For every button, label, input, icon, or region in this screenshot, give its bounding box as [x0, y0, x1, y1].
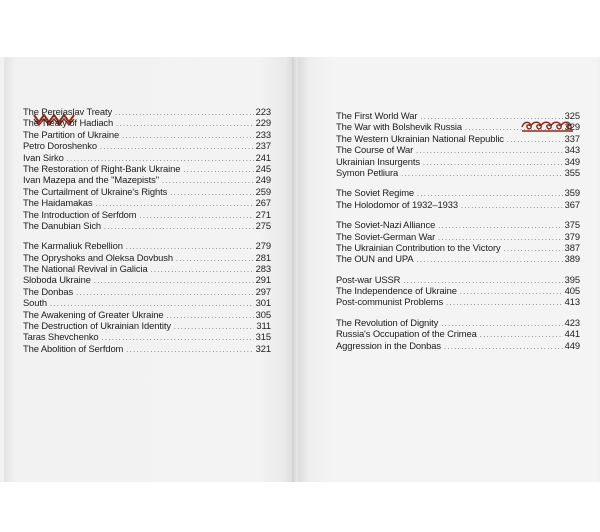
toc-entry: Taras Shevchenko ..... 315 — [23, 331, 271, 342]
toc-entry: Ivan Sirko ..... 241 — [23, 152, 271, 163]
right-contents-list — [336, 110, 580, 351]
toc-entry: The OUN and UPA ..... 389 — [336, 253, 580, 264]
toc-entry: The Soviet Regime ..... 359 — [336, 187, 580, 198]
toc-entry: Aggression in the Donbas ..... 449 — [336, 340, 580, 351]
toc-entry: Ivan Mazepa and the "Mazepists" ..... 249 — [23, 174, 271, 185]
toc-entry: The Partition of Ukraine ..... 233 — [23, 129, 271, 140]
toc-entry: Sloboda Ukraine ..... 291 — [23, 274, 271, 285]
toc-entry: The Danubian Sich ..... 275 — [23, 220, 271, 231]
toc-entry: The National Revival in Galicia ..... 283 — [23, 263, 271, 274]
toc-entry: The Haidamakas ..... 267 — [23, 197, 271, 208]
toc-entry: Post-war USSR ..... 395 — [336, 274, 580, 285]
toc-entry: The Karmaliuk Rebellion ..... 279 — [23, 240, 271, 251]
toc-entry: Petro Doroshenko ..... 237 — [23, 140, 271, 151]
toc-entry: The Soviet-German War ..... 379 — [336, 231, 580, 242]
toc-entry: Ukrainian Insurgents ..... 349 — [336, 156, 580, 167]
toc-entry: The Course of War ..... 343 — [336, 144, 580, 155]
toc-entry: The Revolution of Dignity ..... 423 — [336, 317, 580, 328]
toc-entry: The Introduction of Serfdom ..... 271 — [23, 209, 271, 220]
toc-entry: Symon Petliura ..... 355 — [336, 167, 580, 178]
toc-entry: The Restoration of Right-Bank Ukraine ..... 245 — [23, 163, 271, 174]
toc-entry: The Holodomor of 1932–1933 ..... 367 — [336, 199, 580, 210]
toc-entry: Post-communist Problems ..... 413 — [336, 296, 580, 307]
toc-entry: The Awakening of Greater Ukraine ..... 305 — [23, 309, 271, 320]
toc-entry: The Donbas ..... 297 — [23, 286, 271, 297]
toc-entry: Russia's Occupation of the Crimea ..... 441 — [336, 328, 580, 339]
toc-entry: The Soviet-Nazi Alliance ..... 375 — [336, 219, 580, 230]
toc-entry: The Abolition of Serfdom ..... 321 — [23, 343, 271, 354]
toc-entry: The Opryshoks and Oleksa Dovbush ..... 281 — [23, 252, 271, 263]
toc-entry: The Ukrainian Contribution to the Victory ..... 387 — [336, 242, 580, 253]
toc-entry: The Western Ukrainian National Republic ..... 337 — [336, 133, 580, 144]
toc-entry: The War with Bolshevik Russia ..... 329 — [336, 121, 580, 132]
toc-entry: The Treaty of Hadiach ..... 229 — [23, 117, 271, 128]
left-contents-list — [23, 106, 271, 354]
book-gutter — [292, 57, 300, 482]
toc-entry: The Independence of Ukraine ..... 405 — [336, 285, 580, 296]
toc-entry: South ..... 301 — [23, 297, 271, 308]
toc-entry: The Curtailment of Ukraine's Rights ..... 259 — [23, 186, 271, 197]
toc-entry: The Destruction of Ukrainian Identity ..... 311 — [23, 320, 271, 331]
toc-entry: The First World War ..... 325 — [336, 110, 580, 121]
toc-entry: The Pereiaslav Treaty ..... 223 — [23, 106, 271, 117]
